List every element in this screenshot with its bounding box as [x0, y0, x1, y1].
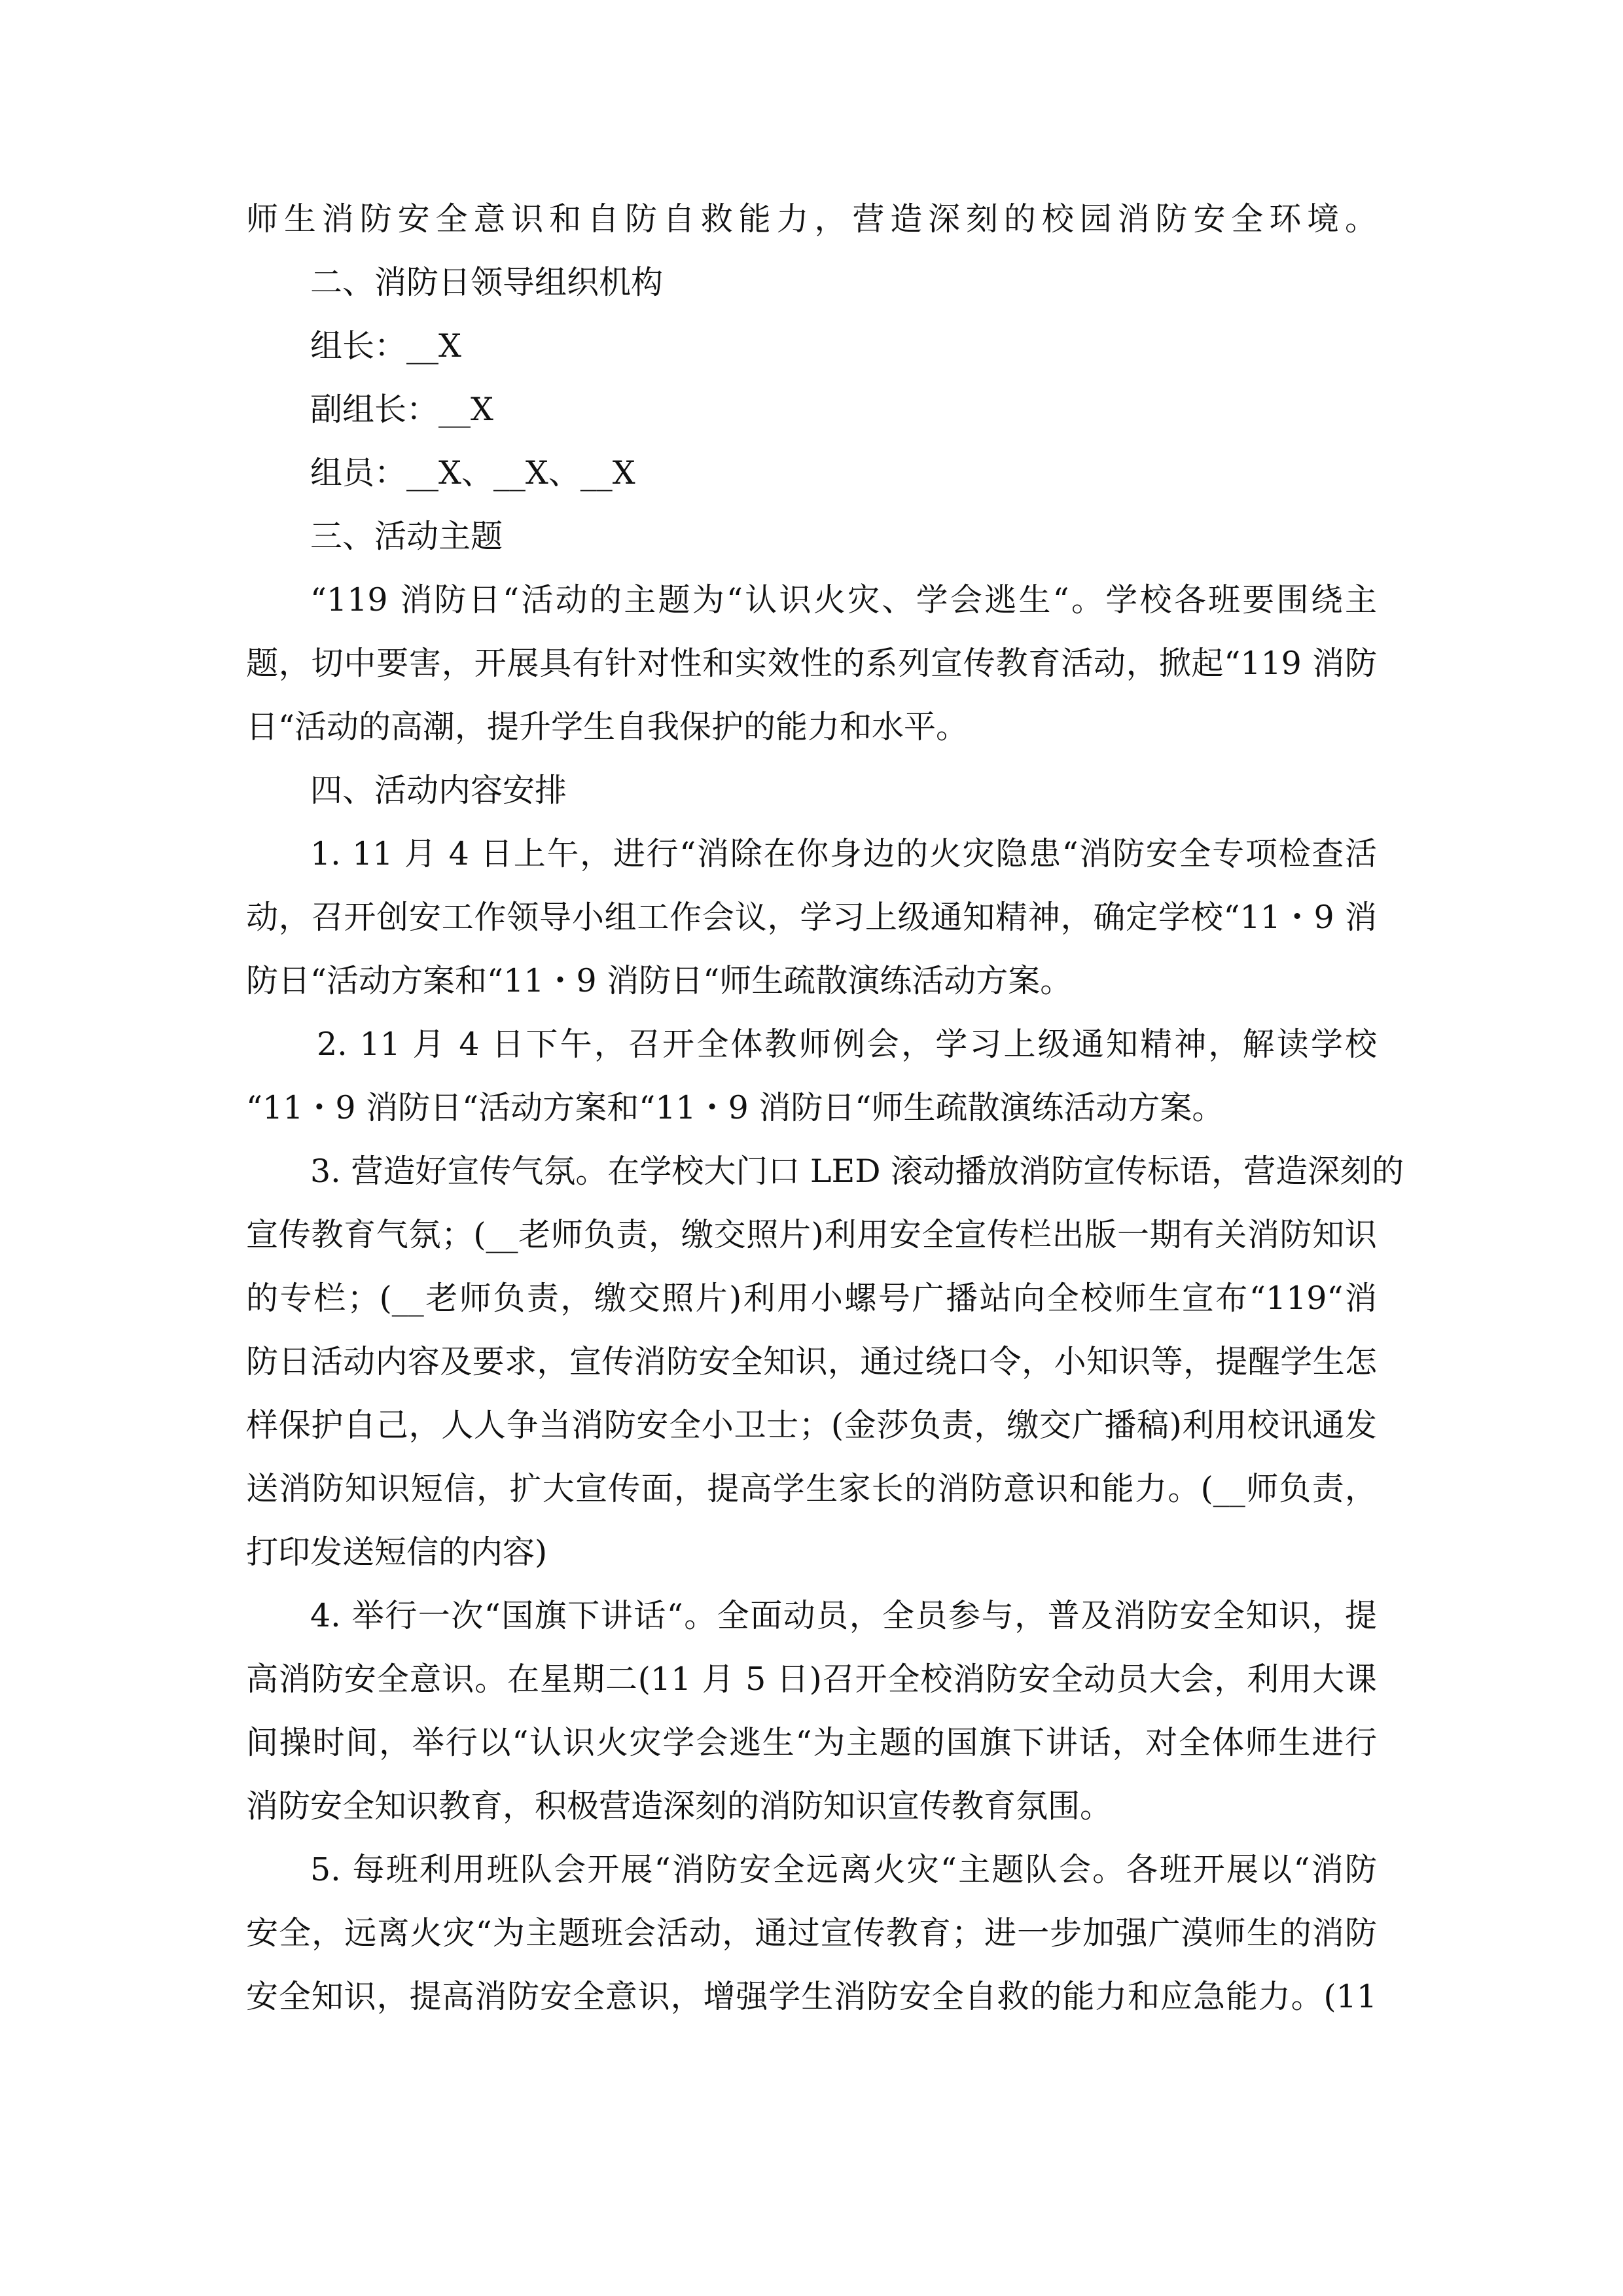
item-2-line: 2. 11 月 4 日下午，召开全体教师例会，学习上级通知精神，解读学校 [317, 1026, 1377, 1063]
item-5-line: 5. 每班利用班队会开展“消防安全远离火灾“主题队会。各班开展以“消防 [310, 1851, 1377, 1888]
item-3-line: 宣传教育气氛；(__老师负责，缴交照片)利用安全宣传栏出版一期有关消防知识 [246, 1216, 1377, 1253]
item-5-line: 安全知识，提高消防安全意识，增强学生消防安全自救的能力和应急能力。(11 [246, 1978, 1377, 2015]
section-2-heading: 二、消防日领导组织机构 [310, 264, 664, 301]
item-1-line: 动，召开创安工作领导小组工作会议，学习上级通知精神，确定学校“11・9 消 [246, 899, 1377, 936]
item-3-line: 防日活动内容及要求，宣传消防安全知识，通过绕口令，小知识等，提醒学生怎 [246, 1343, 1377, 1380]
deputy-leader-line: 副组长：__X [310, 391, 493, 428]
item-1-line: 防日“活动方案和“11・9 消防日“师生疏散演练活动方案。 [246, 962, 1073, 999]
item-4-line: 消防安全知识教育，积极营造深刻的消防知识宣传教育氛围。 [246, 1787, 1113, 1825]
item-3-line: 3. 营造好宣传气氛。在学校大门口 LED 滚动播放消防宣传标语，营造深刻的 [310, 1153, 1404, 1190]
item-2-line: “11・9 消防日“活动方案和“11・9 消防日“师生疏散演练活动方案。 [246, 1089, 1224, 1126]
intro-tail-line: 师生消防安全意识和自防自救能力，营造深刻的校园消防安全环境。 [246, 200, 1377, 238]
members-line: 组员：__X、__X、__X [310, 454, 635, 492]
item-5-line: 安全，远离火灾“为主题班会活动，通过宣传教育；进一步加强广漠师生的消防 [246, 1914, 1377, 1952]
item-3-line: 打印发送短信的内容) [246, 1534, 548, 1571]
theme-paragraph-line: “119 消防日“活动的主题为“认识火灾、学会逃生“。学校各班要围绕主 [310, 581, 1377, 619]
theme-paragraph-line: 题，切中要害，开展具有针对性和实效性的系列宣传教育活动，掀起“119 消防 [246, 645, 1377, 682]
item-4-line: 间操时间，举行以“认识火灾学会逃生“为主题的国旗下讲话，对全体师生进行 [246, 1724, 1377, 1761]
item-3-line: 样保护自己，人人争当消防安全小卫士；(金莎负责，缴交广播稿)利用校讯通发 [246, 1407, 1377, 1444]
leader-line: 组长：__X [310, 327, 461, 365]
item-4-line: 4. 举行一次“国旗下讲话“。全面动员，全员参与，普及消防安全知识，提 [310, 1597, 1377, 1634]
item-1-line: 1. 11 月 4 日上午，进行“消除在你身边的火灾隐患“消防安全专项检查活 [310, 835, 1377, 872]
section-3-heading: 三、活动主题 [310, 518, 503, 555]
theme-paragraph-line: 日“活动的高潮，提升学生自我保护的能力和水平。 [246, 708, 969, 745]
section-4-heading: 四、活动内容安排 [310, 772, 567, 809]
item-3-line: 送消防知识短信，扩大宣传面，提高学生家长的消防意识和能力。(__师负责， [246, 1470, 1377, 1507]
item-4-line: 高消防安全意识。在星期二(11 月 5 日)召开全校消防安全动员大会，利用大课 [246, 1660, 1377, 1698]
item-3-line: 的专栏；(__老师负责，缴交照片)利用小螺号广播站向全校师生宣布“119“消 [246, 1280, 1377, 1317]
